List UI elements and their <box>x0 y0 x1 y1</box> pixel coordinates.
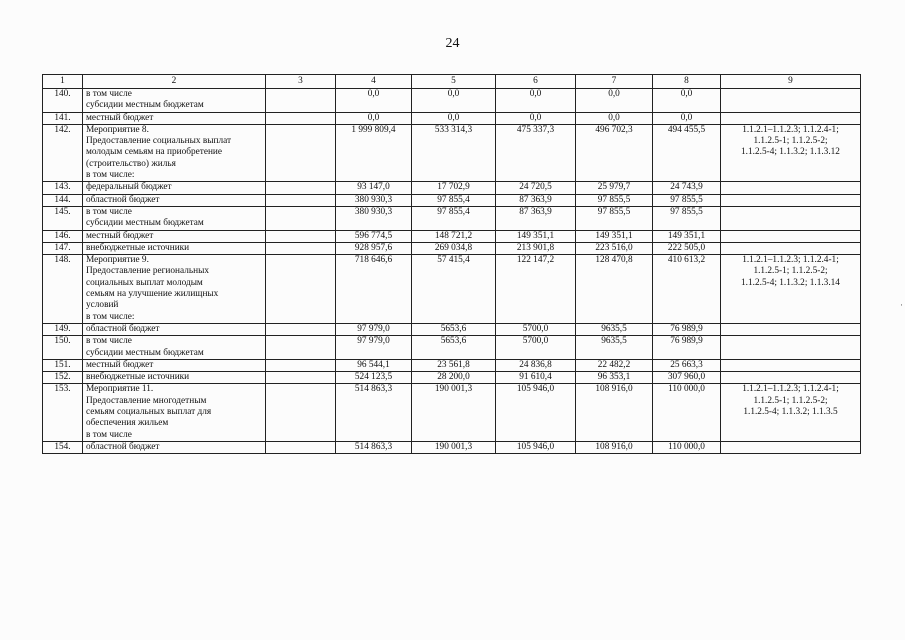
description-line: Предоставление социальных выплат <box>86 136 232 147</box>
col-header-5: 5 <box>412 75 496 89</box>
row-description <box>83 384 266 441</box>
cell-col-7: 496 702,3 <box>576 124 653 181</box>
cell-col-3 <box>266 230 336 242</box>
row-description <box>83 182 266 194</box>
row-description <box>83 206 266 230</box>
cell-col-7: 108 916,0 <box>576 384 653 441</box>
cell-col-7: 149 351,1 <box>576 230 653 242</box>
cell-col-7: 223 516,0 <box>576 242 653 254</box>
cell-col-5: 148 721,2 <box>412 230 496 242</box>
cell-col-7: 9635,5 <box>576 323 653 335</box>
cell-col-8: 410 613,2 <box>653 255 721 324</box>
description-line: местный бюджет <box>86 230 154 241</box>
description-line: субсидии местным бюджетам <box>86 218 204 229</box>
table-row <box>43 89 861 113</box>
description-line: местный бюджет <box>86 112 154 123</box>
cell-col-5: 97 855,4 <box>412 206 496 230</box>
cell-col-5: 23 561,8 <box>412 359 496 371</box>
row-number: 144. <box>43 194 83 206</box>
cell-col-8: 222 505,0 <box>653 242 721 254</box>
cell-col-8: 97 855,5 <box>653 194 721 206</box>
cell-col-7: 97 855,5 <box>576 206 653 230</box>
cell-col-8: 149 351,1 <box>653 230 721 242</box>
table-body <box>43 89 861 454</box>
description-line: областной бюджет <box>86 441 160 452</box>
cell-col-3 <box>266 206 336 230</box>
description-line: областной бюджет <box>86 323 160 334</box>
cell-col-6: 5700,0 <box>496 323 576 335</box>
row-description <box>83 230 266 242</box>
cell-col-8: 97 855,5 <box>653 206 721 230</box>
cell-col-9 <box>721 230 861 242</box>
cell-col-6: 5700,0 <box>496 336 576 360</box>
cell-col-6: 91 610,4 <box>496 372 576 384</box>
cell-col-5: 0,0 <box>412 89 496 113</box>
reference-line: 1.1.2.1–1.1.2.3; 1.1.2.4-1; <box>742 124 839 135</box>
description-line: Мероприятие 9. <box>86 255 149 266</box>
table-row <box>43 323 861 335</box>
cell-col-4: 514 863,3 <box>336 441 412 453</box>
table-row <box>43 359 861 371</box>
cell-col-3 <box>266 441 336 453</box>
row-number: 142. <box>43 124 83 181</box>
budget-table <box>42 74 861 454</box>
cell-col-3 <box>266 182 336 194</box>
cell-col-4: 97 979,0 <box>336 336 412 360</box>
reference-line: 1.1.2.5-1; 1.1.2.5-2; <box>753 395 828 406</box>
col-header-6: 6 <box>496 75 576 89</box>
table-row <box>43 194 861 206</box>
cell-col-6: 87 363,9 <box>496 206 576 230</box>
reference-line: 1.1.2.1–1.1.2.3; 1.1.2.4-1; <box>742 255 839 266</box>
cell-col-6: 105 946,0 <box>496 384 576 441</box>
description-line: федеральный бюджет <box>86 182 172 193</box>
row-description <box>83 255 266 324</box>
row-number: 152. <box>43 372 83 384</box>
cell-col-8: 76 989,9 <box>653 323 721 335</box>
row-description <box>83 336 266 360</box>
description-line: Предоставление региональных <box>86 266 209 277</box>
cell-col-3 <box>266 89 336 113</box>
cell-col-8: 307 960,0 <box>653 372 721 384</box>
cell-col-4: 596 774,5 <box>336 230 412 242</box>
cell-col-6: 122 147,2 <box>496 255 576 324</box>
description-line: обеспечения жильем <box>86 418 169 429</box>
reference-line: 1.1.2.5-4; 1.1.3.2; 1.1.3.5 <box>743 407 838 418</box>
cell-col-9 <box>721 359 861 371</box>
cell-col-6: 87 363,9 <box>496 194 576 206</box>
cell-col-6: 149 351,1 <box>496 230 576 242</box>
cell-col-8: 25 663,3 <box>653 359 721 371</box>
cell-col-5: 0,0 <box>412 112 496 124</box>
cell-col-4: 380 930,3 <box>336 194 412 206</box>
description-line: в том числе <box>86 206 132 217</box>
cell-col-6: 213 901,8 <box>496 242 576 254</box>
row-description <box>83 441 266 453</box>
cell-col-3 <box>266 255 336 324</box>
description-line: (строительство) жилья <box>86 158 176 169</box>
cell-col-9 <box>721 384 861 441</box>
cell-col-8: 110 000,0 <box>653 441 721 453</box>
cell-col-8: 24 743,9 <box>653 182 721 194</box>
table-row <box>43 242 861 254</box>
cell-col-8: 494 455,5 <box>653 124 721 181</box>
col-header-9: 9 <box>721 75 861 89</box>
cell-col-7: 97 855,5 <box>576 194 653 206</box>
cell-col-7: 25 979,7 <box>576 182 653 194</box>
cell-col-8: 0,0 <box>653 89 721 113</box>
table-row <box>43 230 861 242</box>
cell-col-4: 0,0 <box>336 112 412 124</box>
cell-col-3 <box>266 323 336 335</box>
cell-col-6: 0,0 <box>496 89 576 113</box>
description-line: семьям социальных выплат для <box>86 407 212 418</box>
reference-line: 1.1.2.5-4; 1.1.3.2; 1.1.3.14 <box>741 277 840 288</box>
page-number: 24 <box>445 36 460 51</box>
cell-col-5: 533 314,3 <box>412 124 496 181</box>
description-line: Предоставление многодетным <box>86 395 207 406</box>
cell-col-5: 269 034,8 <box>412 242 496 254</box>
cell-col-5: 190 001,3 <box>412 441 496 453</box>
cell-col-7: 22 482,2 <box>576 359 653 371</box>
row-number: 153. <box>43 384 83 441</box>
row-description <box>83 359 266 371</box>
cell-col-8: 76 989,9 <box>653 336 721 360</box>
row-description <box>83 112 266 124</box>
col-header-7: 7 <box>576 75 653 89</box>
margin-mark: · <box>900 300 903 310</box>
cell-col-3 <box>266 372 336 384</box>
row-number: 147. <box>43 242 83 254</box>
col-header-4: 4 <box>336 75 412 89</box>
row-number: 149. <box>43 323 83 335</box>
header-row <box>43 75 861 89</box>
table-row <box>43 206 861 230</box>
description-line: условий <box>86 300 119 311</box>
cell-col-7: 0,0 <box>576 89 653 113</box>
table-row <box>43 124 861 181</box>
table-row <box>43 441 861 453</box>
cell-col-5: 28 200,0 <box>412 372 496 384</box>
cell-col-3 <box>266 124 336 181</box>
cell-col-5: 97 855,4 <box>412 194 496 206</box>
cell-col-9 <box>721 182 861 194</box>
cell-col-9 <box>721 372 861 384</box>
cell-col-9 <box>721 336 861 360</box>
cell-col-4: 718 646,6 <box>336 255 412 324</box>
row-number: 148. <box>43 255 83 324</box>
cell-col-7: 0,0 <box>576 112 653 124</box>
cell-col-3 <box>266 384 336 441</box>
cell-col-4: 96 544,1 <box>336 359 412 371</box>
cell-col-9 <box>721 112 861 124</box>
row-description <box>83 323 266 335</box>
cell-col-8: 0,0 <box>653 112 721 124</box>
table-row <box>43 336 861 360</box>
cell-col-3 <box>266 112 336 124</box>
row-number: 146. <box>43 230 83 242</box>
row-description <box>83 124 266 181</box>
description-line: в том числе <box>86 89 132 99</box>
description-line: в том числе: <box>86 311 135 322</box>
cell-col-9 <box>721 255 861 324</box>
row-number: 140. <box>43 89 83 113</box>
description-line: в том числе <box>86 429 132 440</box>
description-line: субсидии местным бюджетам <box>86 347 204 358</box>
cell-col-3 <box>266 359 336 371</box>
cell-col-9 <box>721 89 861 113</box>
cell-col-9 <box>721 194 861 206</box>
cell-col-4: 514 863,3 <box>336 384 412 441</box>
cell-col-6: 105 946,0 <box>496 441 576 453</box>
cell-col-4: 524 123,5 <box>336 372 412 384</box>
cell-col-9 <box>721 124 861 181</box>
row-description <box>83 372 266 384</box>
cell-col-5: 5653,6 <box>412 323 496 335</box>
row-description <box>83 194 266 206</box>
reference-line: 1.1.2.5-4; 1.1.3.2; 1.1.3.12 <box>741 147 840 158</box>
cell-col-4: 380 930,3 <box>336 206 412 230</box>
cell-col-7: 9635,5 <box>576 336 653 360</box>
cell-col-9 <box>721 206 861 230</box>
row-number: 154. <box>43 441 83 453</box>
description-line: Мероприятие 8. <box>86 124 149 135</box>
table-row <box>43 112 861 124</box>
description-line: социальных выплат молодым <box>86 277 203 288</box>
description-line: в том числе <box>86 336 132 347</box>
row-number: 143. <box>43 182 83 194</box>
reference-line: 1.1.2.5-1; 1.1.2.5-2; <box>753 136 828 147</box>
description-line: областной бюджет <box>86 194 160 205</box>
description-line: семьям на улучшение жилищных <box>86 289 219 300</box>
table-row <box>43 182 861 194</box>
description-line: в том числе: <box>86 170 135 181</box>
cell-col-5: 57 415,4 <box>412 255 496 324</box>
col-header-2: 2 <box>83 75 266 89</box>
table-row <box>43 255 861 324</box>
table-row <box>43 384 861 441</box>
description-line: местный бюджет <box>86 359 154 370</box>
cell-col-6: 24 836,8 <box>496 359 576 371</box>
cell-col-4: 1 999 809,4 <box>336 124 412 181</box>
row-number: 151. <box>43 359 83 371</box>
cell-col-7: 96 353,1 <box>576 372 653 384</box>
description-line: молодым семьям на приобретение <box>86 147 223 158</box>
row-description <box>83 89 266 113</box>
row-description <box>83 242 266 254</box>
row-number: 141. <box>43 112 83 124</box>
row-number: 150. <box>43 336 83 360</box>
reference-line: 1.1.2.5-1; 1.1.2.5-2; <box>753 266 828 277</box>
cell-col-6: 0,0 <box>496 112 576 124</box>
cell-col-5: 17 702,9 <box>412 182 496 194</box>
cell-col-9 <box>721 323 861 335</box>
cell-col-5: 190 001,3 <box>412 384 496 441</box>
cell-col-5: 5653,6 <box>412 336 496 360</box>
cell-col-6: 475 337,3 <box>496 124 576 181</box>
cell-col-7: 108 916,0 <box>576 441 653 453</box>
reference-line: 1.1.2.1–1.1.2.3; 1.1.2.4-1; <box>742 384 839 395</box>
description-line: субсидии местным бюджетам <box>86 100 204 111</box>
table-row <box>43 372 861 384</box>
description-line: Мероприятие 11. <box>86 384 154 395</box>
cell-col-4: 97 979,0 <box>336 323 412 335</box>
cell-col-9 <box>721 441 861 453</box>
cell-col-4: 0,0 <box>336 89 412 113</box>
cell-col-7: 128 470,8 <box>576 255 653 324</box>
cell-col-4: 928 957,6 <box>336 242 412 254</box>
description-line: внебюджетные источники <box>86 242 190 253</box>
cell-col-4: 93 147,0 <box>336 182 412 194</box>
cell-col-6: 24 720,5 <box>496 182 576 194</box>
cell-col-8: 110 000,0 <box>653 384 721 441</box>
col-header-3: 3 <box>266 75 336 89</box>
row-number: 145. <box>43 206 83 230</box>
description-line: внебюджетные источники <box>86 372 190 383</box>
cell-col-3 <box>266 336 336 360</box>
cell-col-3 <box>266 242 336 254</box>
cell-col-3 <box>266 194 336 206</box>
col-header-1: 1 <box>43 75 83 89</box>
cell-col-9 <box>721 242 861 254</box>
col-header-8: 8 <box>653 75 721 89</box>
